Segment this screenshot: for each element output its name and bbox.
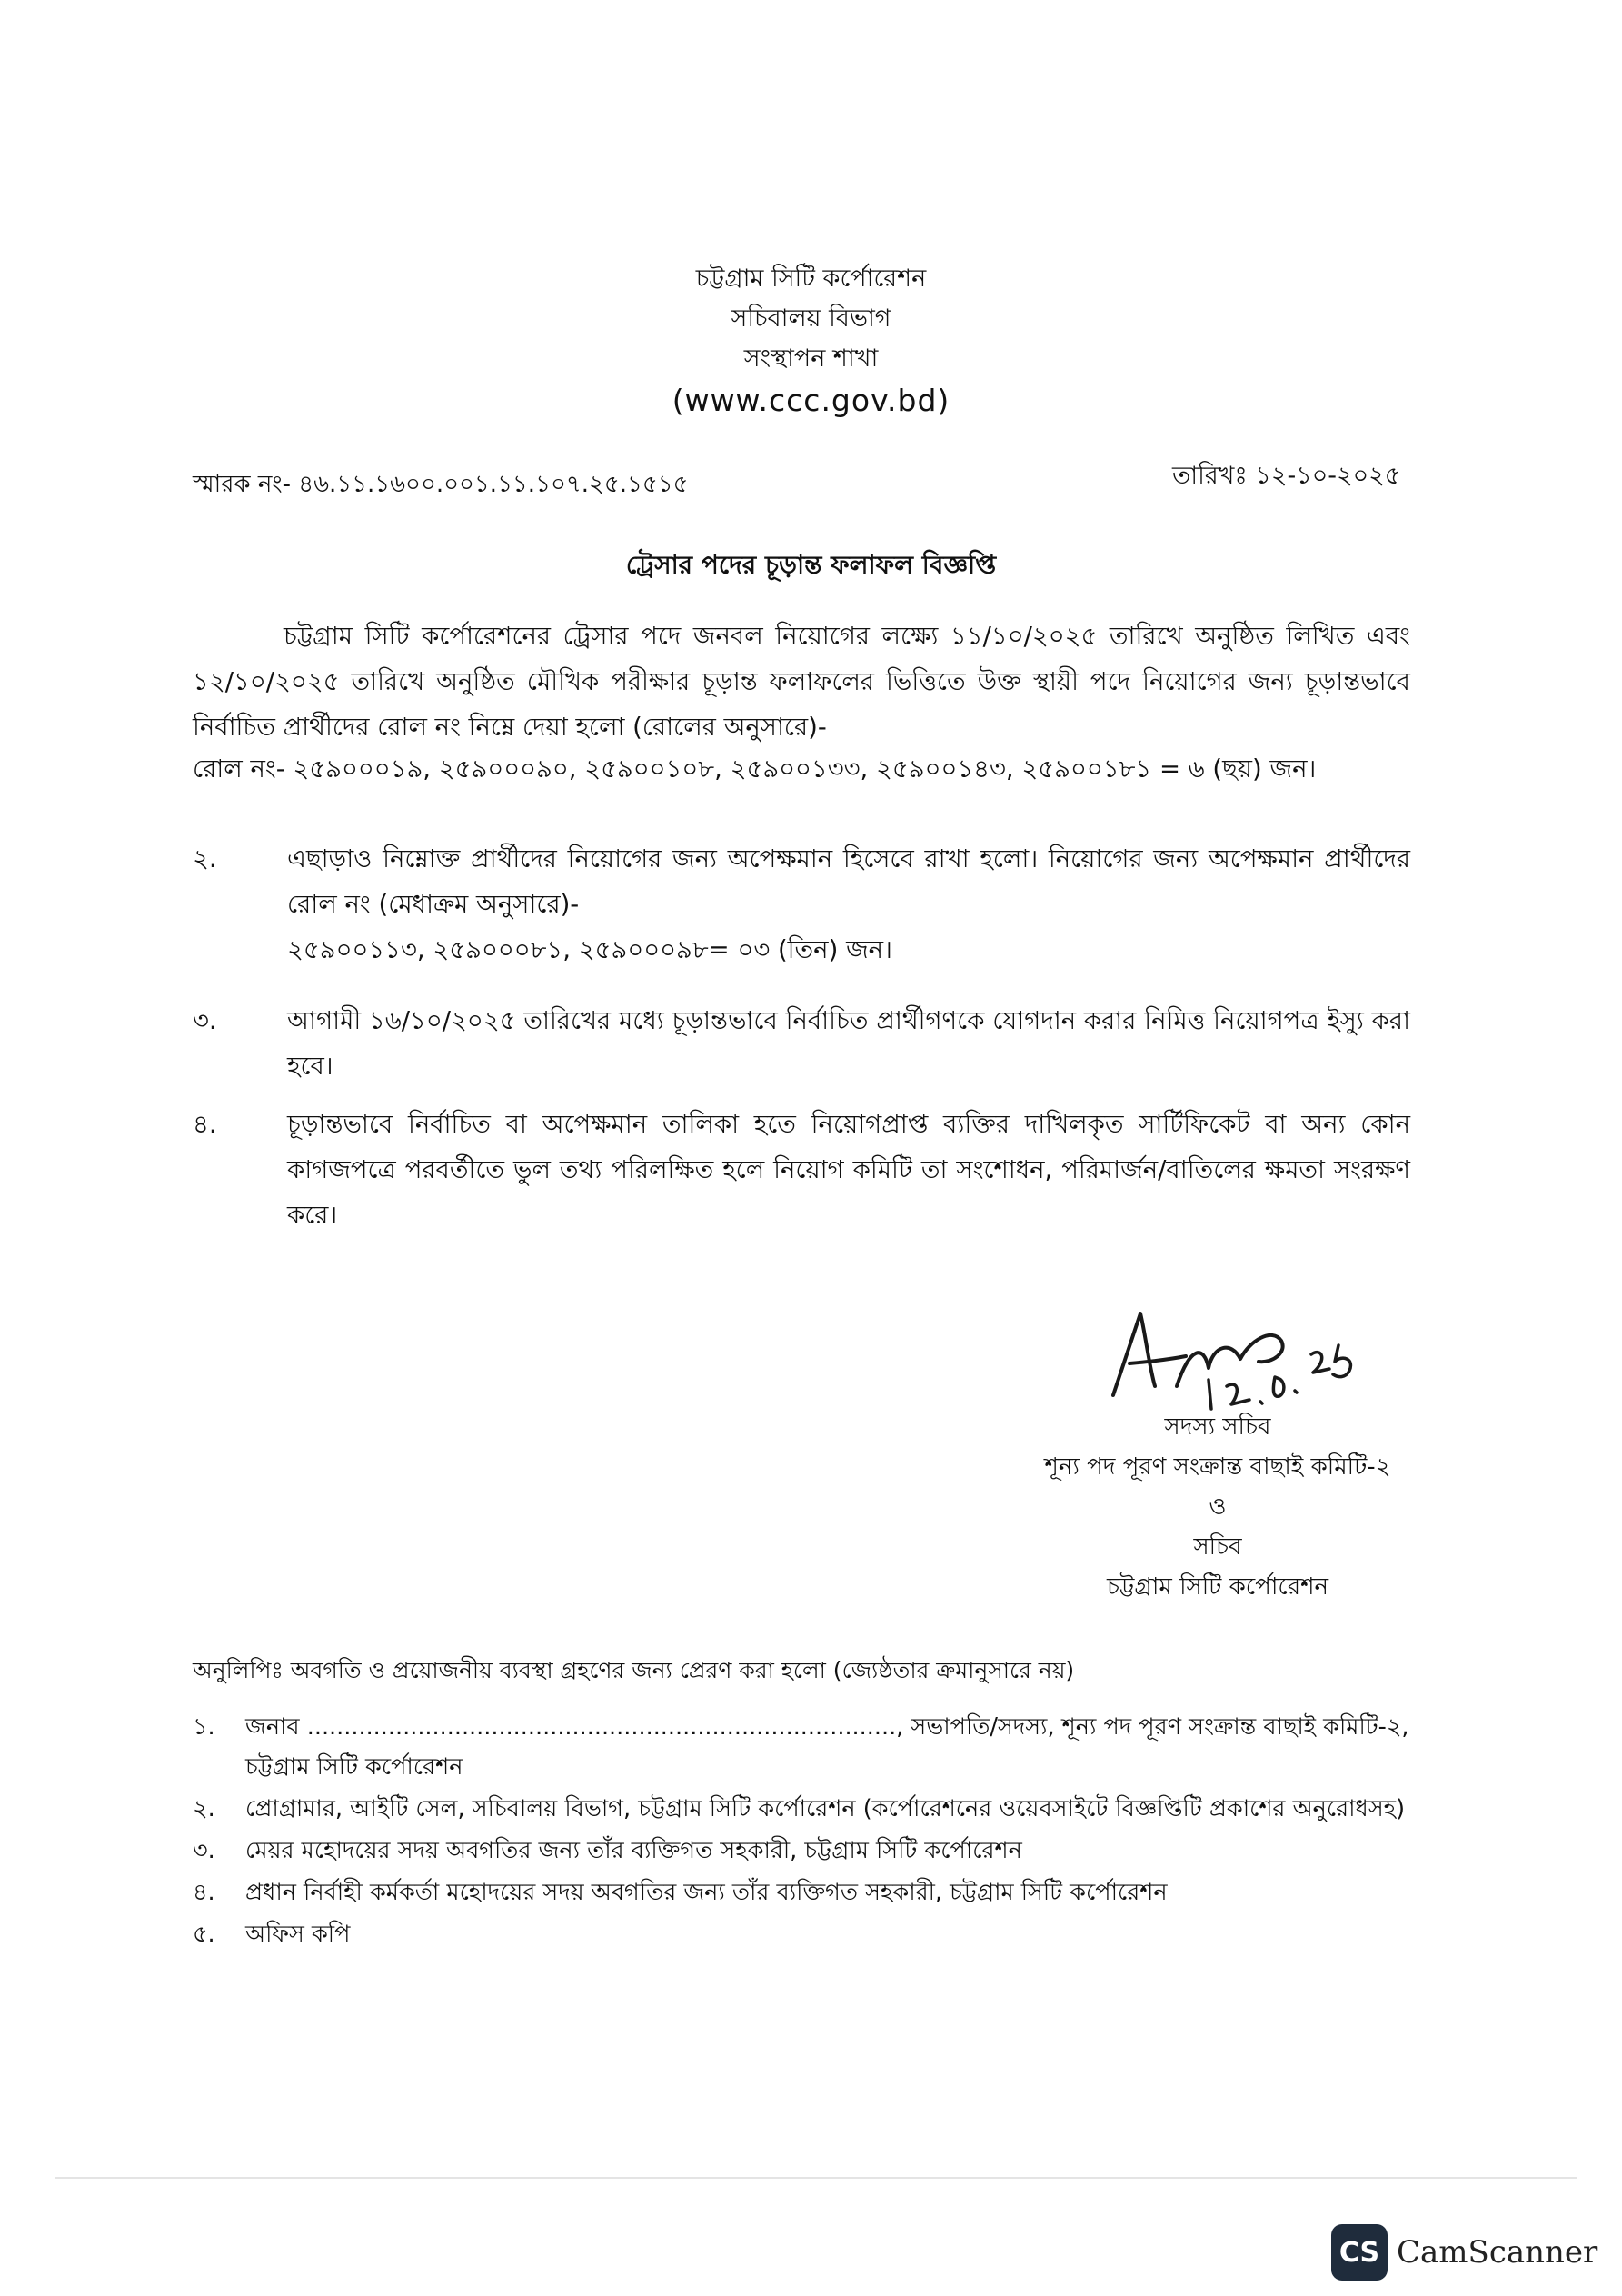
copy-item-text: মেয়র মহোদয়ের সদয় অবগতির জন্য তাঁর ব্যক্তিগত সহকারী, চট্টগ্রাম সিটি কর্পোরেশন xyxy=(245,1837,1022,1864)
copy-item-text: প্রোগ্রামার, আইটি সেল, সচিবালয় বিভাগ, চট্টগ্রাম সিটি কর্পোরেশন (কর্পোরেশনের ওয়েবসাইটে বিজ্ঞপ্তিটি প্রকাশের অনুরোধসহ) xyxy=(245,1795,1406,1822)
camscanner-name: CamScanner xyxy=(1397,2234,1598,2271)
copy-item xyxy=(193,1872,1410,1912)
item-text: এছাড়াও নিম্নোক্ত প্রার্থীদের নিয়োগের জন্য অপেক্ষমান হিসেবে রাখা হলো। নিয়োগের জন্য অপেক্ষমান প্রার্থীদের রোল নং (মেধাক্রম অনুসারে)- xyxy=(287,844,1410,919)
list-item xyxy=(193,998,1410,1089)
copy-item-text: অফিস কপি xyxy=(245,1921,351,1948)
copy-item xyxy=(193,1707,1410,1787)
signatory-title: সদস্য সচিব xyxy=(1164,1413,1271,1441)
item-number: ৪. xyxy=(193,1110,217,1139)
notice-subject: ট্রেসার পদের চূড়ান্ত ফলাফল বিজ্ঞপ্তি xyxy=(625,550,997,580)
camscanner-logo-icon: CS xyxy=(1331,2224,1388,2281)
list-item xyxy=(193,1102,1410,1238)
copy-item-number: ৫. xyxy=(193,1921,215,1948)
item-text: আগামী ১৬/১০/২০২৫ তারিখের মধ্যে চূড়ান্তভাবে নির্বাচিত প্রার্থীগণকে যোগদান করার নিমিত্ত নিয়োগপত্র ইস্যু করা হবে। xyxy=(287,1006,1410,1081)
copy-item-number: ২. xyxy=(193,1795,215,1822)
org-name: চট্টগ্রাম সিটি কর্পোরেশন xyxy=(695,265,927,293)
paragraph-1: চট্টগ্রাম সিটি কর্পোরেশনের ট্রেসার পদে জনবল নিয়োগের লক্ষ্যে ১১/১০/২০২৫ তারিখে অনুষ্ঠিত লিখিত এবং ১২/১০/২০২৫ তারিখে অনুষ্ঠিত মৌখিক পরীক্ষার চূড়ান্ত ফলাফলের ভিত্তিতে উক্ত স্থায়ী পদে নিয়োগের জন্য চূড়ান্তভাবে নির্বাচিত প্রার্থীদের রোল নং নিম্নে দেয়া হলো (রোলের অনুসারে)- xyxy=(193,622,1410,742)
camscanner-watermark xyxy=(1331,2222,1597,2282)
website-link[interactable]: (www.ccc.gov.bd) xyxy=(672,383,950,418)
item-text: চূড়ান্তভাবে নির্বাচিত বা অপেক্ষমান তালিকা হতে নিয়োগপ্রাপ্ত ব্যক্তির দাখিলকৃত সার্টিফিকেট বা অন্য কোন কাগজপত্রে পরবর্তীতে ভুল তথ্য পরিলক্ষিত হলে নিয়োগ কমিটি তা সংশোধন, পরিমার্জন/বাতিলের ক্ষমতা সংরক্ষণ করে। xyxy=(287,1110,1410,1230)
copy-item-number: ১. xyxy=(193,1713,215,1741)
list-item xyxy=(193,836,1410,973)
branch-name: সংস্থাপন শাখা xyxy=(743,344,879,373)
copy-to-heading: অনুলিপিঃ অবগতি ও প্রয়োজনীয় ব্যবস্থা গ্রহণের জন্য প্রেরণ করা হলো (জ্যেষ্ঠতার ক্রমানুসারে নয়) xyxy=(193,1657,1075,1683)
copy-item-text: জনাব ................................................................................, সভাপতি/সদস্য, শূন্য পদ পূরণ সংক্রান্ত বাছাই কমিটি-২, চট্টগ্রাম সিটি কর্পোরেশন xyxy=(245,1713,1409,1781)
signatory-org: চট্টগ্রাম সিটি কর্পোরেশন xyxy=(1106,1573,1329,1601)
letterhead xyxy=(0,259,1622,421)
copy-to-list xyxy=(193,1707,1410,1956)
signatory-post: সচিব xyxy=(1193,1533,1242,1561)
signatory-block xyxy=(936,1407,1499,1607)
copy-item-number: ৩. xyxy=(193,1837,215,1864)
signatory-committee: শূন্য পদ পূরণ সংক্রান্ত বাছাই কমিটি-২ xyxy=(1044,1453,1391,1481)
selected-roll-numbers: রোল নং- ২৫৯০০০১৯, ২৫৯০০০৯০, ২৫৯০০১০৮, ২৫৯০০১৩৩, ২৫৯০০১৪৩, ২৫৯০০১৮১ = ৬ (ছয়) জন। xyxy=(193,754,1317,784)
waiting-roll-numbers: ২৫৯০০১১৩, ২৫৯০০০৮১, ২৫৯০০০৯৮= ০৩ (তিন) জন। xyxy=(287,935,892,964)
handwritten-signature xyxy=(1095,1291,1377,1418)
copy-item xyxy=(193,1789,1410,1829)
division-name: সচিবালয় বিভাগ xyxy=(731,304,891,333)
copy-item xyxy=(193,1914,1410,1954)
issue-date: তারিখঃ ১২-১০-২০২৫ xyxy=(1172,462,1401,490)
item-number: ২. xyxy=(193,844,217,873)
signatory-and: ও xyxy=(1209,1493,1227,1521)
item-number: ৩. xyxy=(193,1006,217,1035)
memo-number: স্মারক নং- ৪৬.১১.১৬০০.০০১.১১.১০৭.২৫.১৫১৫ xyxy=(193,471,689,498)
copy-item-text: প্রধান নির্বাহী কর্মকর্তা মহোদয়ের সদয় অবগতির জন্য তাঁর ব্যক্তিগত সহকারী, চট্টগ্রাম সিটি কর্পোরেশন xyxy=(245,1879,1168,1906)
copy-item-number: ৪. xyxy=(193,1879,215,1906)
copy-item xyxy=(193,1831,1410,1871)
